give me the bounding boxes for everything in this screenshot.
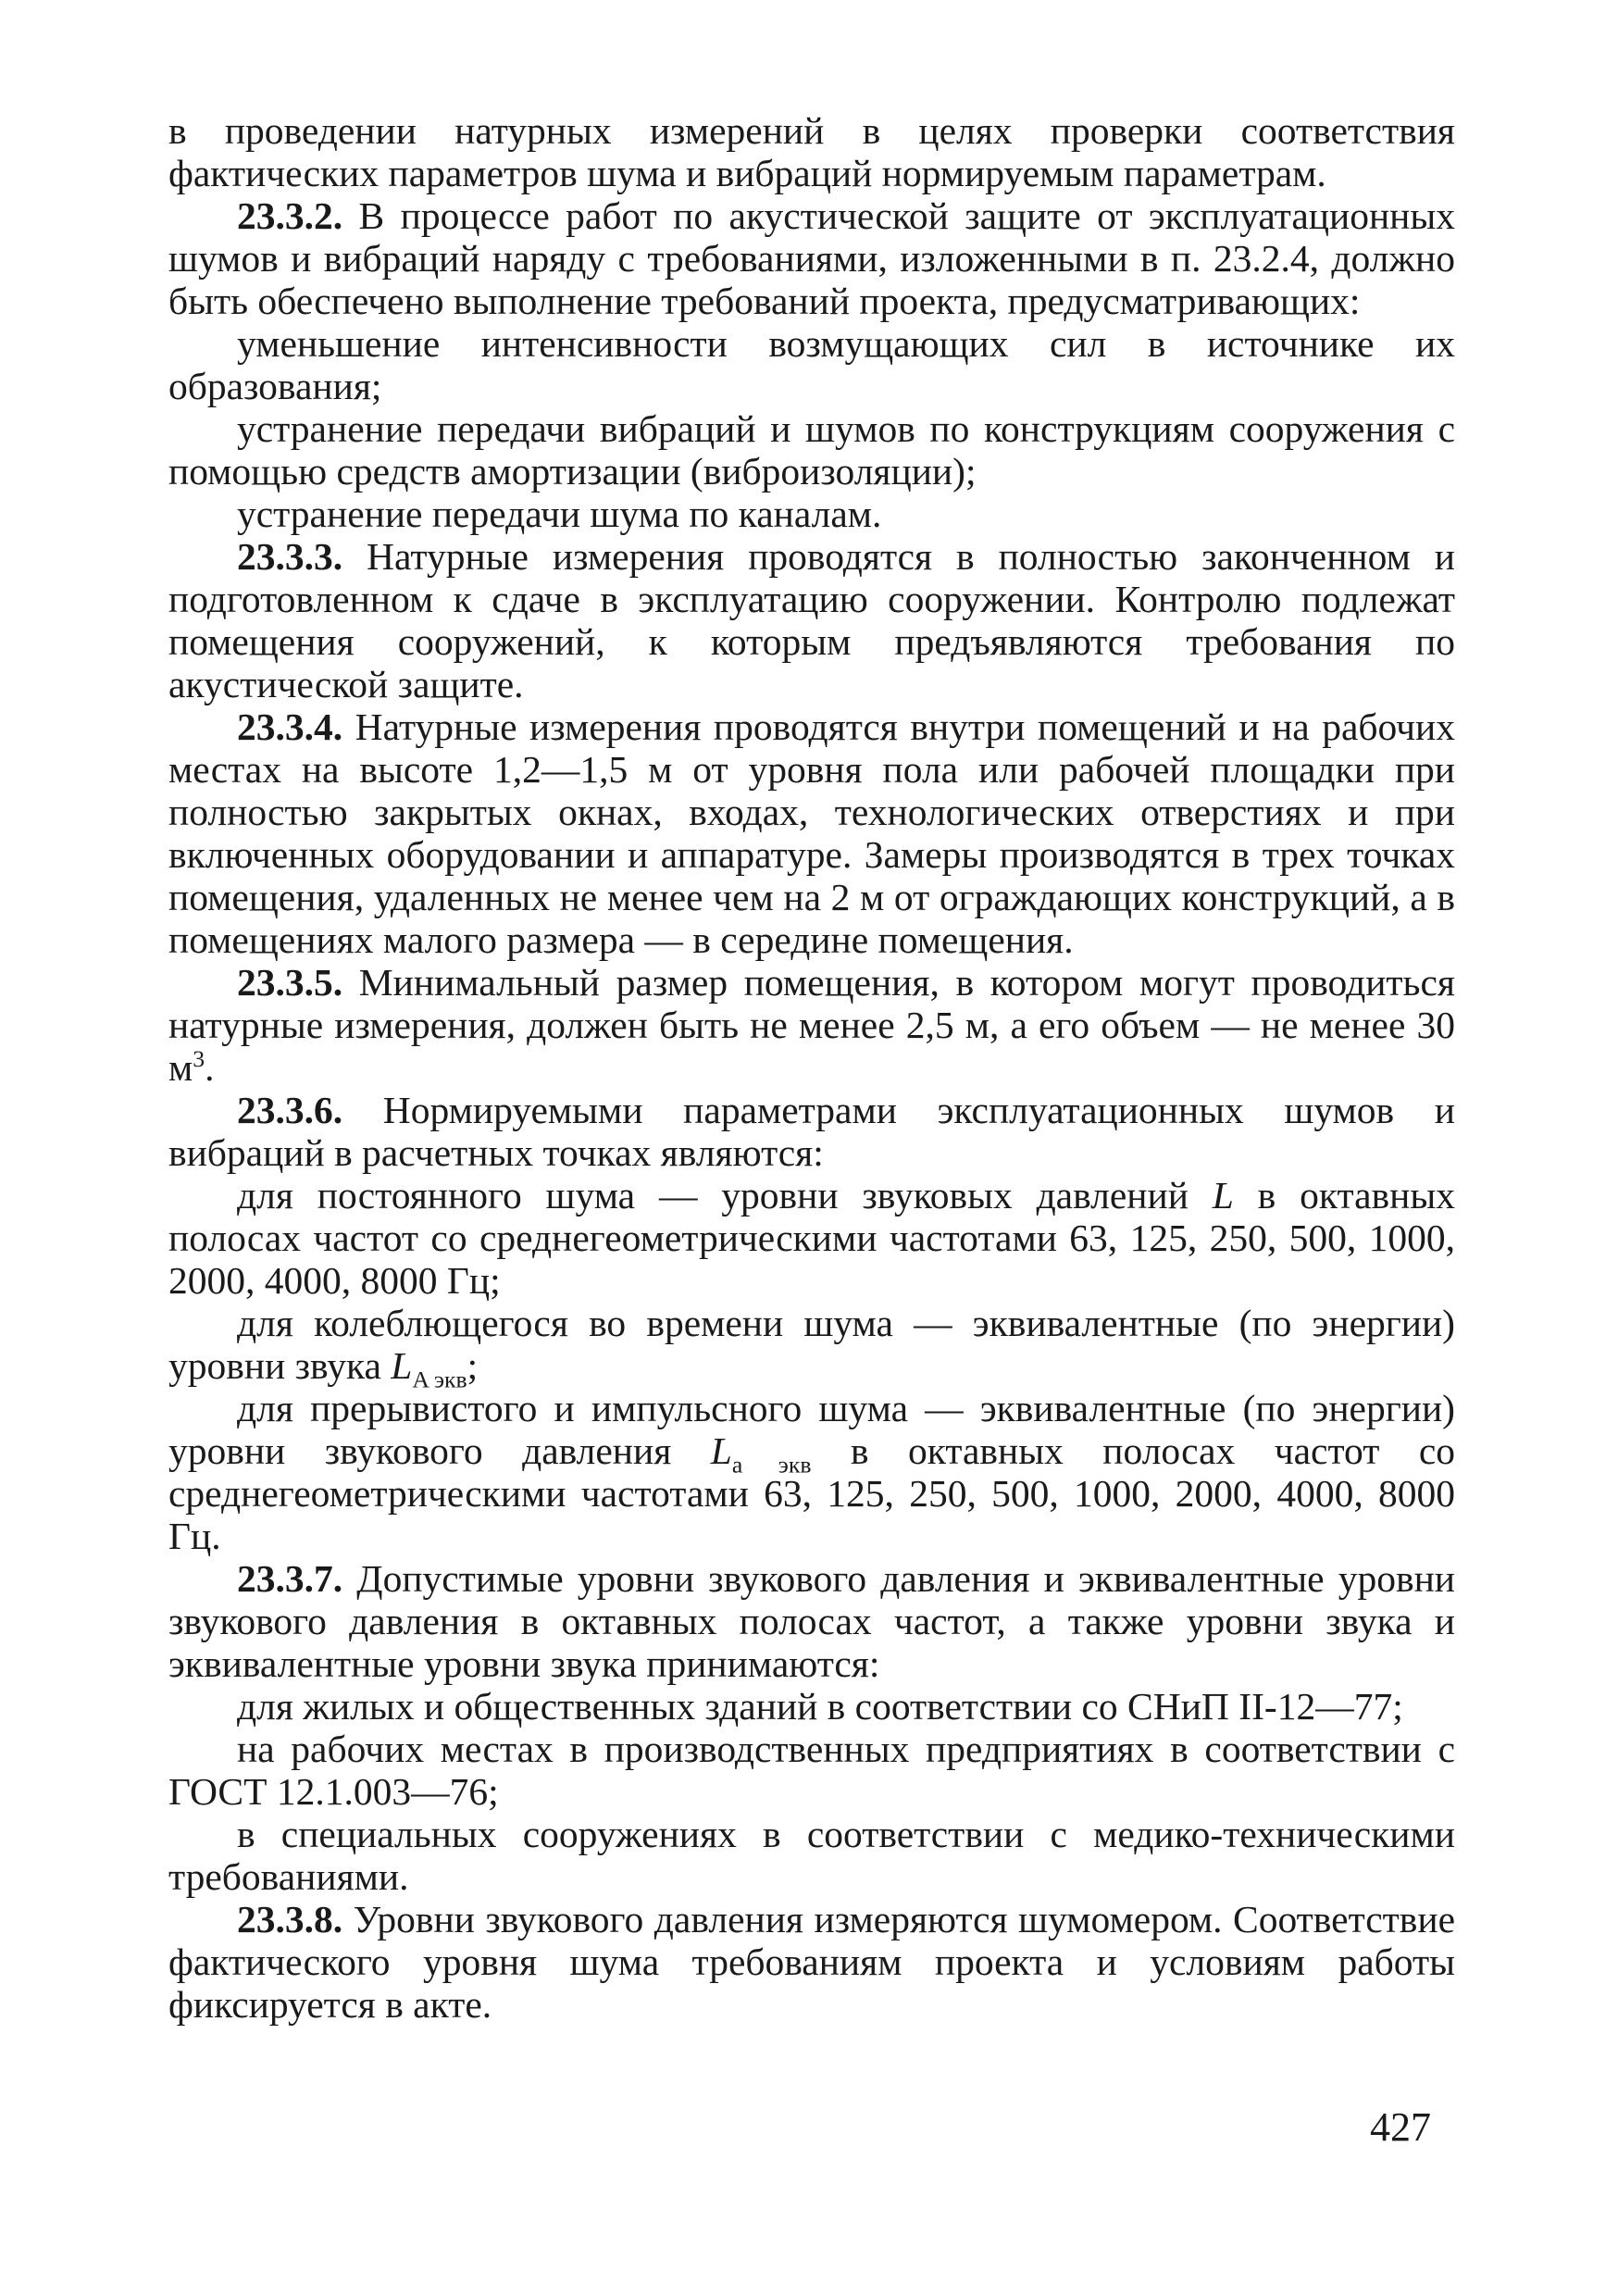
list-item <box>168 407 1455 493</box>
list-item <box>168 1302 1455 1393</box>
clause-number: 23.3.4. <box>237 705 343 748</box>
list-item-text: устранение передачи вибраций и шумов по конструкциям сооружения с помощью средств амортизации (виброизоляции); <box>168 407 1455 493</box>
list-item-text: для колеблющегося во времени шума — эквивалентные (по энергии) уровни звука <box>168 1302 1455 1387</box>
clause-number: 23.3.8. <box>237 1898 343 1940</box>
clause-23-3-3 <box>168 535 1455 705</box>
superscript: 3 <box>193 1045 205 1073</box>
list-item <box>168 1728 1455 1813</box>
clause-23-3-5 <box>168 961 1455 1089</box>
list-item-text-end: ; <box>467 1344 479 1387</box>
variable-symbol: L <box>1212 1174 1234 1217</box>
list-item <box>168 493 1455 535</box>
page-number: 427 <box>1370 2104 1431 2150</box>
clause-number: 23.3.2. <box>237 194 343 237</box>
clause-23-3-2 <box>168 194 1455 322</box>
clause-text: Минимальный размер помещения, в котором могут проводиться натурные измерения, должен быть не менее 2,5 м, а его объем — не менее 30 м <box>168 961 1455 1089</box>
page-body <box>168 109 1455 2026</box>
list-item-text: для прерывистого и импульсного шума — эквивалентные (по энергии) уровни звукового давления <box>168 1387 1455 1472</box>
clause-number: 23.3.7. <box>237 1557 343 1600</box>
list-item-text: устранение передачи шума по каналам. <box>237 493 882 535</box>
clause-23-3-4 <box>168 705 1455 961</box>
list-item-text: в специальных сооружениях в соответствии с медико-техническими требованиями. <box>168 1813 1455 1898</box>
clause-number: 23.3.6. <box>237 1089 343 1131</box>
clause-text: Натурные измерения проводятся внутри помещений и на рабочих местах на высоте 1,2—1,5 м от уровня пола или рабочей площадки при полностью закрытых окнах, входах, технологических отверстиях и при включенных оборудовании и аппаратуре. Замеры производятся в трех точках помещения, удаленных не менее чем на 2 м от ограждающих конструкций, а в помещениях малого размера — в середине помещения. <box>168 705 1455 961</box>
list-item-text: уменьшение интенсивности возмущающих сил в источнике их образования; <box>168 322 1455 407</box>
list-item <box>168 322 1455 407</box>
paragraph <box>168 109 1455 194</box>
clause-text: Натурные измерения проводятся в полностью законченном и подготовленном к сдаче в эксплуатацию сооружении. Контролю подлежат помещения сооружений, к которым предъявляются требования по акустической защите. <box>168 535 1455 705</box>
clause-23-3-6 <box>168 1089 1455 1174</box>
clause-text: Допустимые уровни звукового давления и эквивалентные уровни звукового давления в октавных полосах частот, а также уровни звука и эквивалентные уровни звука принимаются: <box>168 1557 1455 1685</box>
clause-text-end: . <box>205 1046 215 1089</box>
variable-symbol: L <box>710 1429 732 1472</box>
variable-symbol: L <box>391 1344 413 1387</box>
list-item <box>168 1813 1455 1898</box>
list-item-text: на рабочих местах в производственных предприятиях в соответствии с ГОСТ 12.1.003—76; <box>168 1728 1455 1813</box>
list-item-text-end: в октавных полосах частот со среднегеометрическими частотами 63, 125, 250, 500, 1000, 2000, 4000, 8000 Гц. <box>168 1429 1455 1557</box>
paragraph-text: в проведении натурных измерений в целях проверки соответствия фактических параметров шума и вибраций нормируемым параметрам. <box>168 109 1455 194</box>
clause-number: 23.3.5. <box>237 961 343 1004</box>
list-item-text: для жилых и общественных зданий в соответствии со СНиП II-12—77; <box>237 1685 1403 1728</box>
list-item <box>168 1387 1455 1557</box>
list-item-text: для постоянного шума — уровни звуковых давлений <box>237 1174 1213 1217</box>
clause-number: 23.3.3. <box>237 535 343 578</box>
clause-text: Уровни звукового давления измеряются шумомером. Соответствие фактического уровня шума требованиям проекта и условиям работы фиксируется в акте. <box>168 1898 1455 2026</box>
list-item-text-end: в октавных полосах частот со среднегеометрическими частотами 63, 125, 250, 500, 1000, 2000, 4000, 8000 Гц; <box>168 1174 1455 1302</box>
subscript: a экв <box>731 1451 812 1479</box>
list-item <box>168 1685 1455 1728</box>
clause-text: Нормируемыми параметрами эксплуатационных шумов и вибраций в расчетных точках являются: <box>168 1089 1455 1174</box>
list-item <box>168 1174 1455 1302</box>
subscript: A экв <box>412 1366 467 1393</box>
clause-text: В процессе работ по акустической защите от эксплуатационных шумов и вибраций наряду с требованиями, изложенными в п. 23.2.4, должно быть обеспечено выполнение требований проекта, предусматривающих: <box>168 194 1455 322</box>
clause-23-3-7 <box>168 1557 1455 1685</box>
clause-23-3-8 <box>168 1898 1455 2026</box>
